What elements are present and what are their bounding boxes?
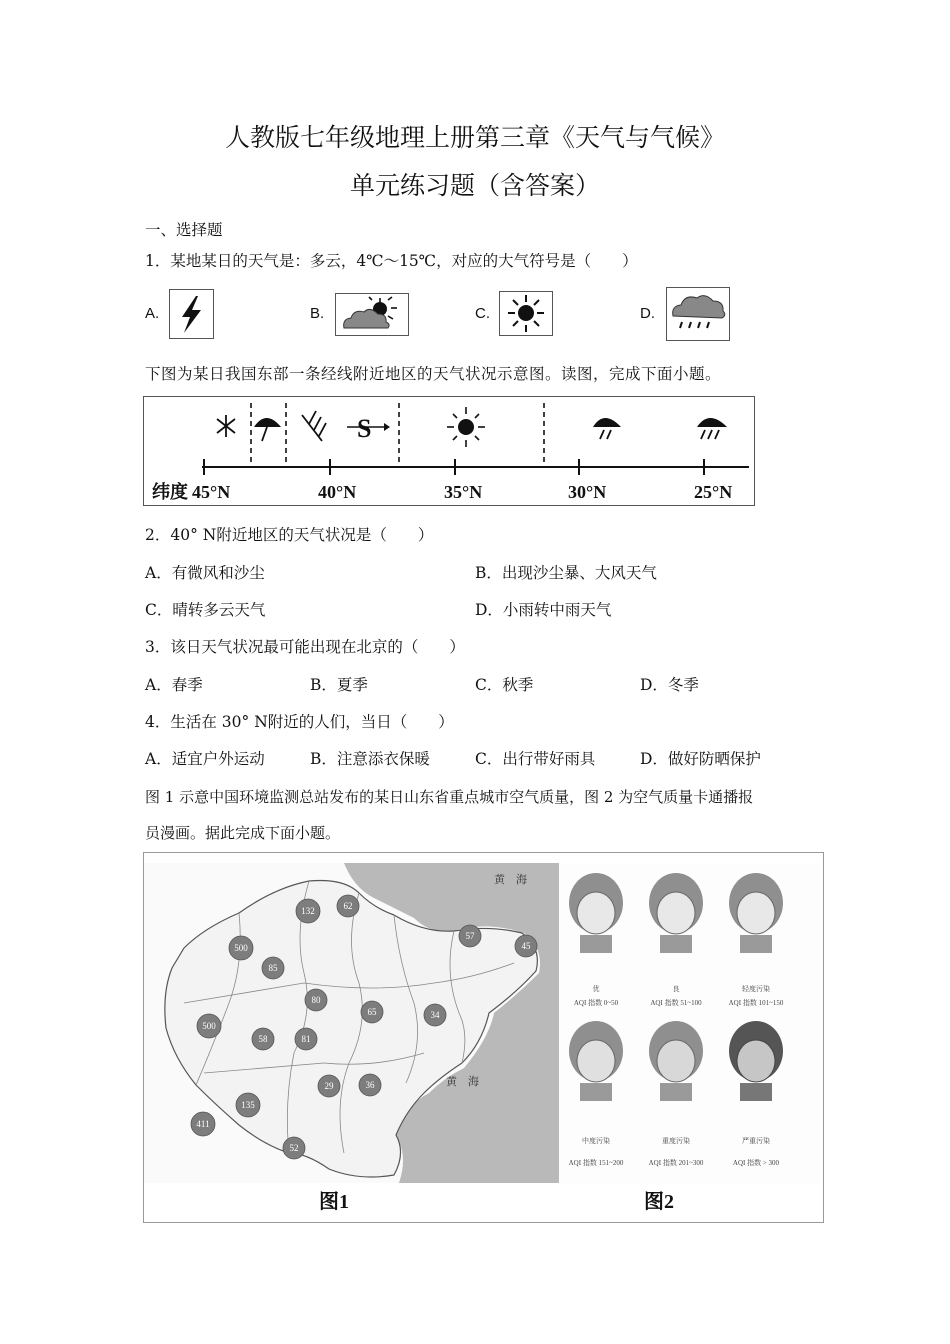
- range-severe: AQI 指数 > 300: [732, 1159, 780, 1167]
- svg-text:S: S: [357, 414, 372, 443]
- q3-option-b: B．夏季: [310, 676, 368, 694]
- q1-option-c: [499, 291, 553, 336]
- lightning-icon: [170, 290, 213, 338]
- aqi-dongying: 62: [343, 901, 353, 911]
- page-title: 人教版七年级地理上册第三章《天气与气候》: [224, 123, 725, 152]
- q1-option-b-label: B.: [310, 305, 325, 322]
- aqi-dezhou: 500: [234, 943, 248, 953]
- q3-option-c: C．秋季: [475, 676, 534, 694]
- intro-air-quality-line2: 员漫画。据此完成下面小题。: [145, 824, 341, 842]
- air-quality-figure: [143, 852, 824, 1223]
- q1-option-a-label: A.: [145, 305, 160, 322]
- intro-air-quality-line1: 图 1 示意中国环境监测总站发布的某日山东省重点城市空气质量，图 2 为空气质量卡通播报: [145, 788, 754, 806]
- aqi-taian: 58: [258, 1034, 268, 1044]
- section-heading: 一、选择题: [145, 221, 223, 239]
- level-moderate: 中度污染: [582, 1137, 610, 1145]
- weather-latitude-svg: [144, 397, 754, 505]
- air-quality-svg: [144, 853, 823, 1222]
- aqi-zaozhuang: 52: [289, 1143, 299, 1153]
- tick-25n: 25°N: [694, 482, 733, 502]
- level-excellent: 优: [592, 985, 600, 993]
- figure2-caption: 图2: [644, 1191, 674, 1213]
- aqi-heze: 411: [196, 1119, 210, 1129]
- rain-cloud-icon: [667, 288, 729, 340]
- q3-stem: 3．该日天气状况最可能出现在北京的（ ）: [145, 638, 465, 656]
- q3-option-a: A．春季: [145, 676, 203, 694]
- tick-45n: 45°N: [192, 482, 231, 502]
- light-rain-icon: [593, 418, 621, 439]
- aqi-weihai: 45: [521, 941, 531, 951]
- aqi-liaocheng: 500: [202, 1021, 216, 1031]
- aqi-zibo: 80: [311, 995, 321, 1005]
- sea-label-south: 黄 海: [446, 1076, 479, 1088]
- range-light: AQI 指数 101~150: [728, 999, 784, 1007]
- aqi-weifang: 65: [367, 1007, 377, 1017]
- sea-label-north: 黄 海: [494, 874, 527, 886]
- shower-icon: [254, 418, 281, 441]
- range-heavy: AQI 指数 201~300: [648, 1159, 704, 1167]
- q1-option-c-label: C.: [475, 305, 490, 322]
- q1-option-d: [666, 287, 730, 341]
- q4-option-b: B．注意添衣保暖: [310, 750, 430, 768]
- q2-stem: 2．40° N附近地区的天气状况是（ ）: [145, 526, 434, 544]
- level-light: 轻度污染: [742, 985, 770, 993]
- tick-35n: 35°N: [444, 482, 483, 502]
- q1-option-d-label: D.: [640, 305, 655, 322]
- aqi-yantai: 57: [465, 931, 475, 941]
- sun-icon: [447, 407, 485, 447]
- aqi-binzhou: 132: [301, 906, 315, 916]
- level-heavy: 重度污染: [662, 1137, 690, 1145]
- q3-option-d: D．冬季: [640, 676, 699, 694]
- aqi-jining: 135: [241, 1100, 255, 1110]
- q4-option-d: D．做好防晒保护: [640, 750, 761, 768]
- aqi-linyi: 29: [324, 1081, 334, 1091]
- sun-icon: [500, 292, 552, 335]
- range-moderate: AQI 指数 151~200: [568, 1159, 624, 1167]
- page-subtitle: 单元练习题（含答案）: [349, 171, 600, 200]
- weather-latitude-figure: [143, 396, 755, 506]
- level-good: 良: [672, 985, 680, 993]
- aqi-qingdao: 34: [430, 1010, 440, 1020]
- q4-option-a: A．适宜户外运动: [145, 750, 265, 768]
- q1-option-b: [335, 293, 409, 336]
- q2-option-c: C．晴转多云天气: [145, 601, 266, 619]
- q1-option-a: [169, 289, 214, 339]
- tick-40n: 40°N: [318, 482, 357, 502]
- axis-title: 纬度: [152, 482, 188, 502]
- level-severe: 严重污染: [742, 1137, 770, 1145]
- aqi-jinan: 85: [268, 963, 278, 973]
- aqi-laiwu: 81: [301, 1034, 311, 1044]
- range-excellent: AQI 指数 0~50: [573, 999, 619, 1007]
- intro-weather-figure: 下图为某日我国东部一条经线附近地区的天气状况示意图。读图，完成下面小题。: [145, 365, 722, 383]
- q2-option-a: A．有微风和沙尘: [145, 564, 265, 582]
- tick-30n: 30°N: [568, 482, 607, 502]
- q1-stem: 1．某地某日的天气是：多云，4℃～15℃，对应的大气符号是（ ）: [145, 252, 638, 270]
- q2-option-d: D．小雨转中雨天气: [475, 601, 612, 619]
- partly-cloudy-icon: [336, 294, 408, 335]
- aqi-rizhao: 36: [365, 1080, 375, 1090]
- range-good: AQI 指数 51~100: [650, 999, 702, 1007]
- q4-option-c: C．出行带好雨具: [475, 750, 596, 768]
- q4-stem: 4．生活在 30° N附近的人们，当日（ ）: [145, 713, 454, 731]
- snow-icon: [217, 415, 235, 437]
- wind-icon: [302, 411, 326, 441]
- figure1-caption: 图1: [319, 1191, 349, 1213]
- q2-option-b: B．出现沙尘暴、大风天气: [475, 564, 657, 582]
- sandstorm-icon: [347, 414, 390, 443]
- moderate-rain-icon: [697, 418, 727, 439]
